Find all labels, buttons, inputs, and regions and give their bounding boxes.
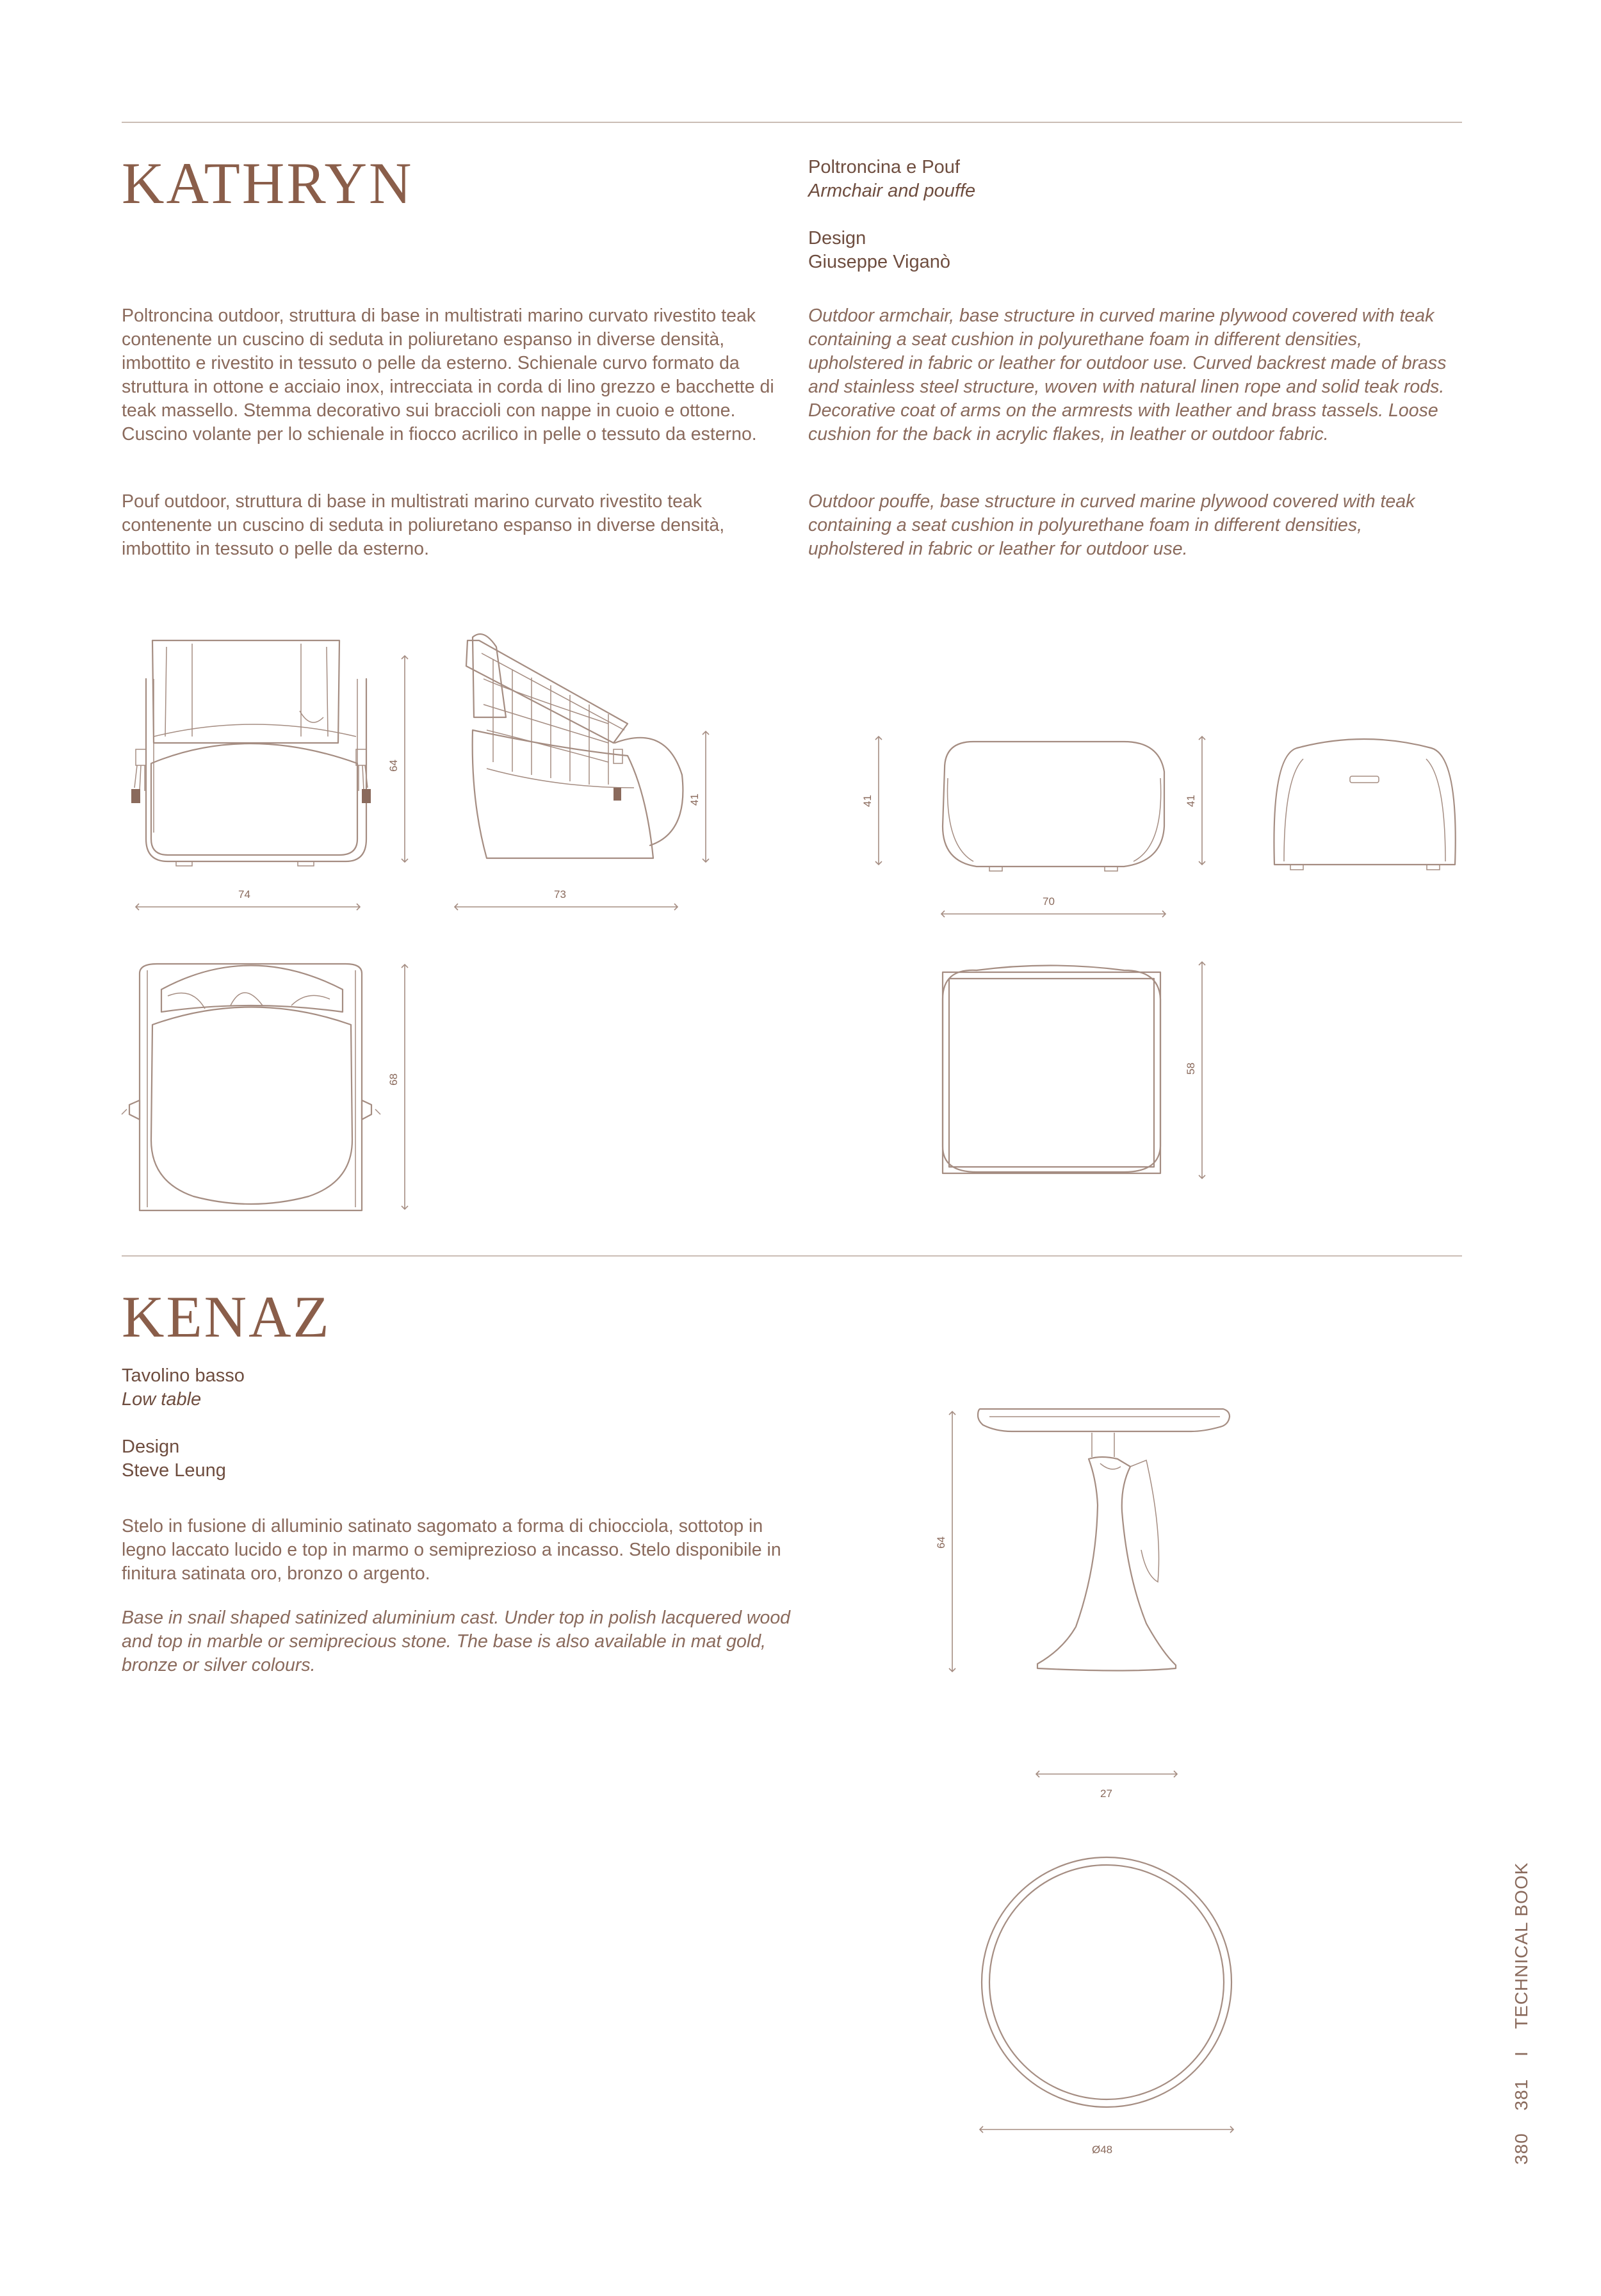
kenaz-desc-en: Base in snail shaped satinized aluminium cast. Under top in polish lacquered wood and top in marble or semiprecious stone. The base is also available in mat gold, bronze or silver colours. bbox=[122, 1608, 791, 1675]
footer-separator: I bbox=[1511, 2051, 1531, 2056]
kathryn-desc-en-2: Outdoor pouffe, base structure in curved marine plywood covered with teak containing a seat cushion in polyurethane foam in different densities, upholstered in fabric or leather for outdoor use. bbox=[808, 491, 1415, 559]
dim-pouf-height-left: 41 bbox=[861, 795, 874, 807]
dim-kenaz-diameter: Ø48 bbox=[1092, 2144, 1113, 2156]
dim-armchair-width: 74 bbox=[238, 888, 250, 900]
kenaz-category-it: Tavolino basso bbox=[122, 1365, 245, 1386]
kenaz-designer: Steve Leung bbox=[122, 1460, 226, 1481]
kathryn-category-it: Poltroncina e Pouf bbox=[808, 157, 960, 177]
dim-kenaz-height: 64 bbox=[935, 1536, 947, 1549]
dim-pouf-width: 70 bbox=[1043, 895, 1055, 908]
kathryn-design-label: Design bbox=[808, 228, 866, 248]
kenaz-design-label: Design bbox=[122, 1437, 180, 1457]
kenaz-elevation-view bbox=[978, 1409, 1230, 1671]
book-name: TECHNICAL BOOK bbox=[1511, 1862, 1531, 2029]
dim-pouf-depth: 58 bbox=[1185, 1063, 1197, 1075]
dim-pouf-height-right: 41 bbox=[1185, 795, 1197, 807]
kenaz-category-en: Low table bbox=[122, 1389, 202, 1410]
dim-kenaz-base-width: 27 bbox=[1100, 1787, 1112, 1800]
pouf-plan-view bbox=[943, 966, 1160, 1174]
pouf-side-view bbox=[1274, 739, 1455, 870]
kenaz-desc-it: Stelo in fusione di alluminio satinato sagomato a forma di chiocciola, sottotop in legno laccato lucido e top in marmo o semiprezioso a incasso. Stelo disponibile in finitura satinata oro, bronzo o argento. bbox=[122, 1516, 781, 1584]
dim-armchair-seat-height: 41 bbox=[688, 794, 701, 806]
kathryn-title: KATHRYN bbox=[122, 151, 414, 216]
pouf-front-view bbox=[943, 742, 1164, 871]
armchair-side-view bbox=[466, 634, 683, 858]
kenaz-title: KENAZ bbox=[122, 1284, 331, 1349]
armchair-front-view bbox=[131, 640, 371, 866]
kenaz-plan-view bbox=[982, 1857, 1231, 2107]
kathryn-designer: Giuseppe Viganò bbox=[808, 252, 950, 272]
page-number-right: 381 bbox=[1511, 2078, 1531, 2111]
dim-armchair-plan-depth: 68 bbox=[387, 1073, 400, 1086]
kathryn-desc-it-2: Pouf outdoor, struttura di base in multistrati marino curvato rivestito teak contenente un cuscino di seduta in poliuretano espanso in diverse densità, imbottito in tessuto o pelle da esterno. bbox=[122, 491, 725, 559]
side-footer bbox=[1511, 1846, 1532, 2165]
kathryn-desc-it-1: Poltroncina outdoor, struttura di base in multistrati marino curvato rivestito teak contenente un cuscino di seduta in poliuretano espanso in diverse densità, imbottito e rivestito in tessuto o pelle da esterno. Schienale curvo formato da struttura in ottone e acciaio inox, intrecciata in corda di lino grezzo e bacchette di teak massello. Stemma decorativo sui braccioli con nappe in cuoio e ottone. Cuscino volante per lo schienale in fiocco acrilico in pelle o tessuto da esterno. bbox=[122, 305, 774, 444]
dim-armchair-depth: 73 bbox=[554, 888, 566, 900]
page-number-left: 380 bbox=[1511, 2133, 1531, 2165]
armchair-plan-view bbox=[122, 964, 380, 1210]
dim-armchair-height: 64 bbox=[387, 760, 400, 772]
kathryn-desc-en-1: Outdoor armchair, base structure in curved marine plywood covered with teak containing a seat cushion in polyurethane foam in different densities, upholstered in fabric or leather for outdoor use. Curved backrest made of brass and stainless steel structure, woven with natural linen rope and solid teak rods. Decorative coat of arms on the armrests with leather and brass tassels. Loose cushion for the back in acrylic flakes, in leather or outdoor fabric. bbox=[808, 305, 1447, 444]
kathryn-category-en: Armchair and pouffe bbox=[808, 181, 976, 201]
